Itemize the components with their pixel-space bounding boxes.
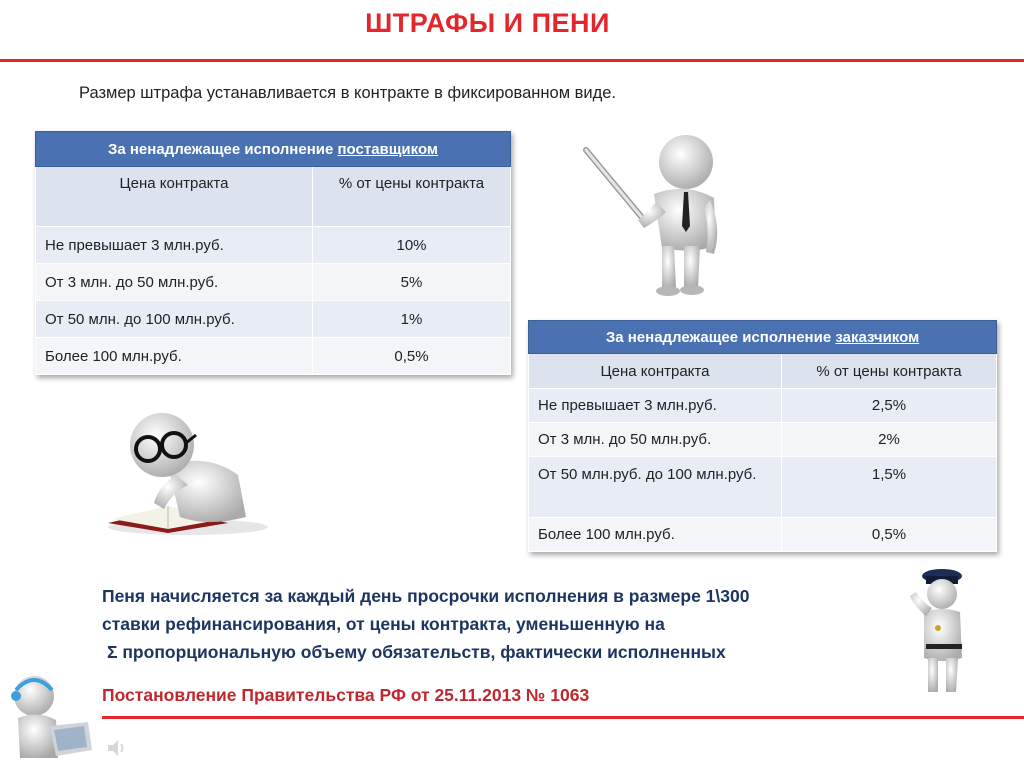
percent-cell: 1,5% bbox=[782, 457, 997, 518]
penalty-line-2: ставки рефинансирования, от цены контракта, уменьшенную на bbox=[102, 614, 665, 634]
customer-table-header: За ненадлежащее исполнение заказчиком bbox=[529, 321, 997, 354]
price-cell: Более 100 млн.руб. bbox=[529, 518, 782, 552]
page-title: ШТРАФЫ И ПЕНИ bbox=[365, 8, 610, 38]
price-cell: От 50 млн. до 100 млн.руб. bbox=[36, 301, 313, 338]
pointer-figure-icon bbox=[582, 128, 722, 300]
percent-cell: 2,5% bbox=[782, 389, 997, 423]
penalty-line-1: Пеня начисляется за каждый день просрочки исполнения в размере 1\300 bbox=[102, 586, 750, 606]
table-row bbox=[529, 423, 997, 457]
column-header-price: Цена контракта bbox=[529, 354, 782, 389]
column-header-percent: % от цены контракта bbox=[313, 167, 511, 227]
penalty-line-3: Σ пропорциональную объему обязательств, фактически исполненных bbox=[107, 642, 726, 662]
decree-reference: Постановление Правительства РФ от 25.11.2013 № 1063 bbox=[102, 685, 590, 705]
table-row bbox=[529, 389, 997, 423]
title-divider bbox=[0, 59, 1024, 62]
percent-cell: 10% bbox=[313, 227, 511, 264]
percent-cell: 2% bbox=[782, 423, 997, 457]
supplier-link: поставщиком bbox=[337, 140, 439, 158]
headset-figure-icon bbox=[4, 670, 96, 764]
speaker-icon bbox=[106, 738, 128, 758]
supplier-table-header: За ненадлежащее исполнение поставщиком bbox=[36, 132, 511, 167]
price-cell: От 50 млн.руб. до 100 млн.руб. bbox=[529, 457, 782, 518]
table-row bbox=[36, 301, 511, 338]
reading-figure-icon bbox=[88, 405, 268, 540]
customer-link: заказчиком bbox=[835, 328, 920, 346]
supplier-penalty-table bbox=[35, 131, 511, 375]
table-row bbox=[36, 338, 511, 375]
customer-penalty-table bbox=[528, 320, 997, 552]
footer-divider bbox=[102, 716, 1024, 719]
percent-cell: 5% bbox=[313, 264, 511, 301]
table-row bbox=[529, 457, 997, 518]
table-row bbox=[529, 518, 997, 552]
penalty-description bbox=[102, 582, 872, 666]
percent-cell: 0,5% bbox=[313, 338, 511, 375]
column-header-percent: % от цены контракта bbox=[782, 354, 997, 389]
price-cell: От 3 млн. до 50 млн.руб. bbox=[529, 423, 782, 457]
price-cell: Не превышает 3 млн.руб. bbox=[529, 389, 782, 423]
police-figure-icon bbox=[902, 566, 976, 698]
subtitle: Размер штрафа устанавливается в контракте в фиксированном виде. bbox=[79, 84, 616, 102]
price-cell: Более 100 млн.руб. bbox=[36, 338, 313, 375]
table-row bbox=[36, 264, 511, 301]
price-cell: От 3 млн. до 50 млн.руб. bbox=[36, 264, 313, 301]
table-row bbox=[36, 227, 511, 264]
percent-cell: 0,5% bbox=[782, 518, 997, 552]
percent-cell: 1% bbox=[313, 301, 511, 338]
column-header-price: Цена контракта bbox=[36, 167, 313, 227]
price-cell: Не превышает 3 млн.руб. bbox=[36, 227, 313, 264]
